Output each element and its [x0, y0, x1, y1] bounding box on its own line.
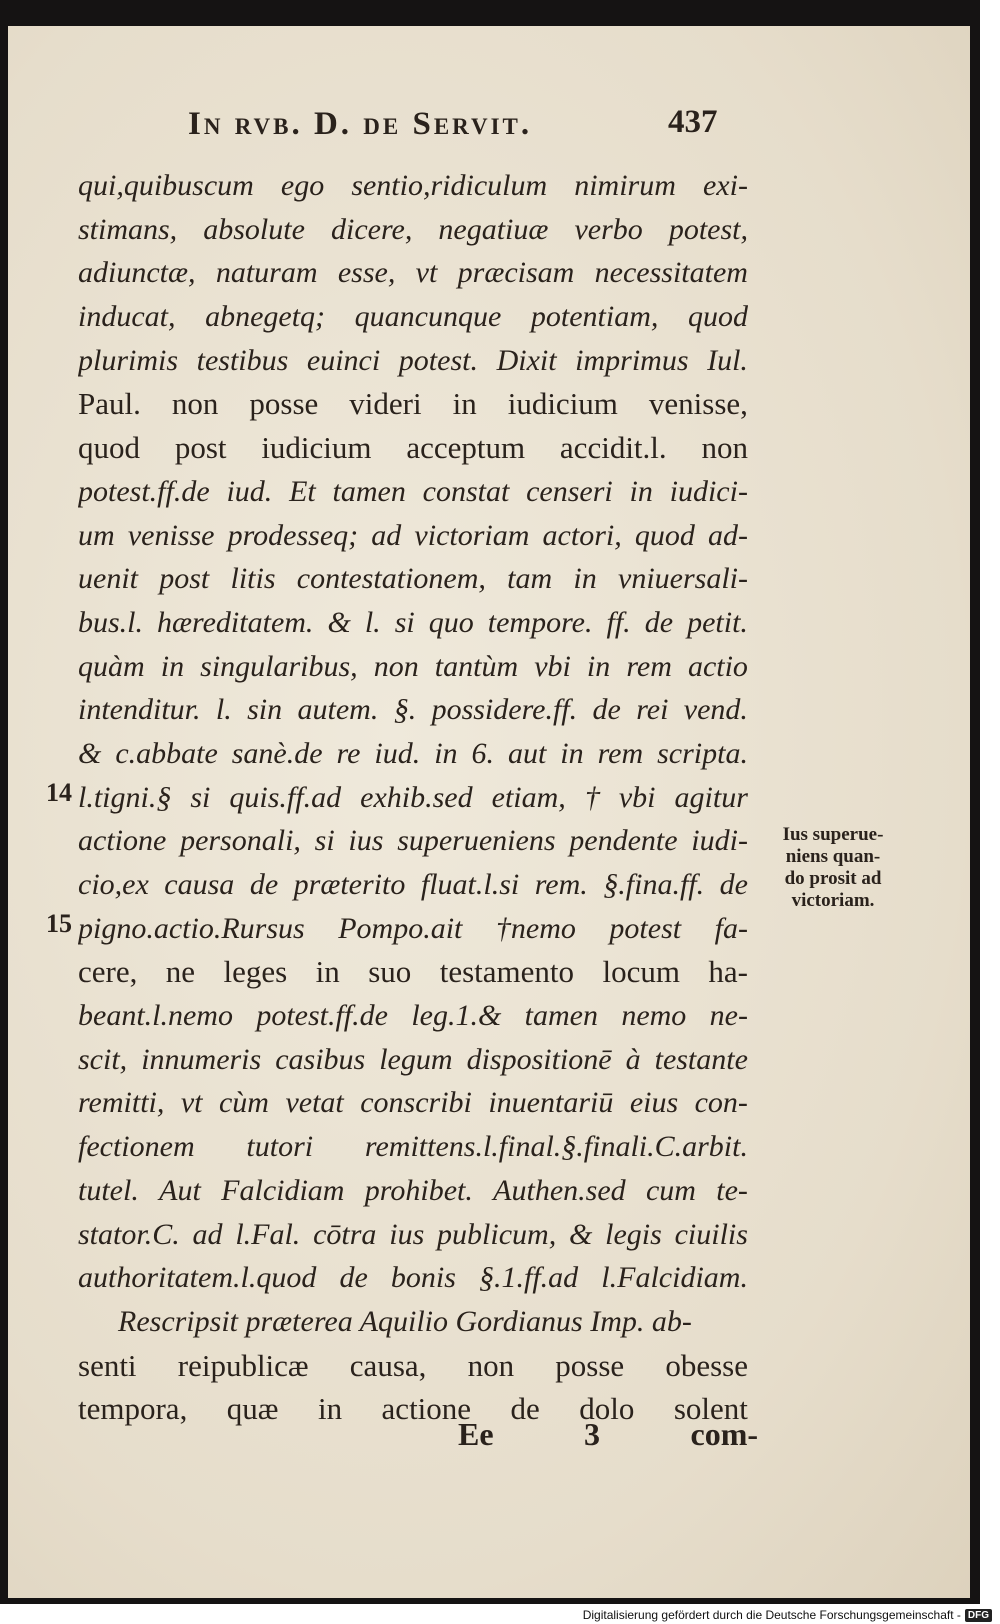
word: quo: [428, 605, 474, 639]
word: &: [569, 1217, 593, 1251]
word: si: [394, 605, 415, 639]
word: censeri: [526, 474, 613, 508]
word: non: [171, 386, 219, 422]
word: l.Fal.: [235, 1217, 301, 1251]
word: con-: [694, 1086, 748, 1120]
word: ad: [192, 1217, 223, 1251]
text-line: [78, 1081, 748, 1125]
word: cere,: [78, 954, 138, 990]
word: dolo: [579, 1391, 635, 1427]
text-line: [78, 1038, 748, 1082]
word: inducat,: [78, 300, 176, 334]
text-line: [78, 950, 748, 994]
word: cōtra: [313, 1217, 377, 1251]
word: testibus: [196, 343, 289, 377]
word: tutel.: [78, 1173, 139, 1207]
word: innumeris: [141, 1042, 262, 1076]
word: §.fina.ff.: [603, 868, 705, 901]
word: venisse: [127, 518, 215, 552]
word: Authen.sed: [493, 1173, 626, 1207]
word: l.Falcidiam.: [601, 1261, 748, 1295]
word: constat: [422, 474, 510, 508]
word: petit.: [687, 605, 748, 639]
body-text: [78, 164, 748, 1431]
word: in: [629, 474, 653, 508]
word: actori,: [542, 518, 622, 552]
signature-mark: Ee: [458, 1416, 494, 1452]
margin-note-line: Ius superue-: [782, 824, 884, 845]
word: eius: [629, 1086, 679, 1120]
word: non: [467, 1347, 515, 1383]
word: ne: [165, 954, 196, 990]
word: re: [336, 736, 361, 770]
word: in: [452, 386, 477, 422]
word: vbi: [618, 780, 656, 814]
folio-number: 437: [668, 104, 718, 140]
word: aut: [507, 736, 547, 770]
word: Et: [289, 474, 316, 508]
word: pendente: [569, 824, 678, 858]
word: quod: [78, 430, 140, 466]
word: actione: [78, 824, 167, 858]
word: inuentariū: [488, 1086, 614, 1120]
word: euinci: [306, 343, 381, 377]
word: necessitatem: [594, 256, 748, 290]
word: te-: [716, 1173, 748, 1207]
line-number: 14: [46, 778, 72, 807]
text-line: [78, 1213, 748, 1257]
text-line: [78, 251, 748, 295]
word: legis: [605, 1217, 662, 1251]
word: nimirum: [574, 169, 676, 202]
text-line: [78, 776, 748, 820]
word: scripta.: [657, 736, 748, 770]
margin-note-line: niens quan-: [785, 846, 881, 867]
word: absolute: [203, 212, 305, 246]
word: §.: [393, 693, 417, 727]
word: Paul.: [78, 386, 141, 422]
word: potest.ff.de: [78, 474, 210, 508]
word: vend.: [683, 693, 748, 727]
text-line: [78, 426, 748, 470]
text-line: [78, 382, 748, 426]
margin-note-line: victoriam.: [791, 890, 875, 911]
word: plurimis: [78, 343, 179, 377]
word: ad-: [708, 518, 748, 552]
word: dispositionē: [466, 1042, 612, 1076]
word: actio: [687, 649, 748, 683]
word: l.tigni.§: [78, 780, 172, 814]
word: rem: [597, 736, 644, 770]
word: adiunctæ,: [78, 256, 196, 290]
word: autem.: [297, 693, 379, 727]
word: posse: [555, 1347, 625, 1383]
word: intenditur.: [78, 693, 201, 727]
text-line: [78, 1344, 748, 1388]
text-line: [78, 339, 748, 383]
word: prohibet.: [364, 1173, 473, 1207]
word: senti: [78, 1347, 137, 1383]
word: de: [339, 1261, 368, 1295]
dfg-logo: DFG: [965, 1609, 992, 1622]
digitization-credit: [583, 1608, 992, 1622]
text-line: [78, 208, 748, 252]
word: tantùm: [434, 649, 519, 683]
text-line: [78, 1256, 748, 1300]
word: fluat.l.si: [420, 868, 520, 901]
word: superueniens: [397, 824, 556, 858]
word: 6.: [471, 736, 495, 770]
text-line: [78, 907, 748, 951]
word: in: [573, 562, 597, 596]
word: tutori: [246, 1130, 314, 1164]
word: naturam: [215, 256, 318, 290]
word: in: [586, 649, 611, 683]
text-line: [78, 1169, 748, 1213]
word: actione: [381, 1391, 472, 1427]
word: ius: [389, 1217, 425, 1251]
word: non: [373, 649, 419, 683]
word: venisse,: [648, 386, 748, 422]
word: acceptum: [406, 430, 526, 466]
word: stimans,: [78, 212, 178, 246]
book-page: [8, 26, 970, 1598]
word: iud.: [226, 474, 273, 508]
word: ad: [371, 518, 402, 552]
word: cùm: [218, 1086, 269, 1120]
word: reipublicæ: [177, 1347, 309, 1383]
word: pigno.actio.Rursus: [78, 911, 305, 945]
word: victoriam: [414, 518, 530, 552]
word: potentiam,: [530, 300, 659, 334]
word: &: [78, 736, 102, 770]
word: sentio,ridiculum: [351, 169, 548, 202]
word: possidere.ff.: [431, 693, 578, 727]
word: sanè.de: [231, 736, 323, 770]
word: iudicium: [507, 386, 618, 422]
word: accidit.l.: [559, 430, 667, 466]
signature-number: 3: [584, 1416, 601, 1452]
word: potest: [609, 911, 682, 945]
word: hæreditatem.: [157, 605, 314, 639]
word: potest.: [398, 343, 478, 377]
margin-note-line: do prosit ad: [784, 868, 882, 889]
word: in: [315, 954, 340, 990]
word: quis.ff.ad: [229, 780, 342, 814]
word: l.: [215, 693, 232, 727]
text-line: [78, 601, 748, 645]
word: de: [719, 868, 748, 901]
word: causa,: [349, 1347, 427, 1383]
word: iudici-: [669, 474, 748, 508]
word: remittens.l.final.§.finali.C.arbit.: [364, 1130, 748, 1164]
word: ius: [348, 824, 384, 858]
word: ff.: [606, 605, 631, 639]
word: quæ: [226, 1391, 279, 1427]
word: locum: [602, 954, 680, 990]
word: ha-: [708, 954, 748, 990]
word: leg.1.&: [411, 999, 502, 1033]
word: si: [190, 780, 211, 814]
word: vt: [180, 1086, 203, 1120]
word: litis: [230, 562, 276, 596]
word: authoritatem.l.quod: [78, 1261, 317, 1295]
word: suo: [368, 954, 412, 990]
text-line: Rescripsit præterea Aquilio Gordianus Imp. ab-: [118, 1304, 692, 1338]
word: etiam,: [491, 780, 566, 814]
word: de: [249, 868, 279, 901]
word: leges: [223, 954, 288, 990]
word: personali,: [180, 824, 301, 858]
text-line: [78, 514, 748, 558]
word: c.abbate: [115, 736, 218, 770]
word: potest.ff.de: [256, 999, 388, 1033]
word: cio,ex: [78, 868, 149, 901]
word: si: [314, 824, 335, 858]
word: †nemo: [495, 911, 576, 945]
word: beant.l.nemo: [78, 999, 233, 1033]
text-line: [78, 164, 748, 208]
word: exhib.sed: [360, 780, 473, 814]
word: testante: [654, 1042, 748, 1076]
word: qui,quibuscum: [78, 169, 254, 202]
word: dicere,: [330, 212, 413, 246]
word: cum: [645, 1173, 696, 1207]
catchword: com-: [690, 1416, 758, 1452]
text-line: [78, 470, 748, 514]
word: tempore.: [487, 605, 593, 639]
text-line: [78, 819, 748, 863]
word: bonis: [390, 1261, 456, 1295]
word: quod: [687, 300, 748, 334]
word: tamen: [524, 999, 598, 1033]
word: agitur: [674, 780, 748, 814]
word: præcisam: [457, 256, 575, 290]
word: obesse: [665, 1347, 748, 1383]
word: in: [317, 1391, 343, 1427]
word: l.: [364, 605, 381, 639]
word: rem.: [534, 868, 588, 901]
word: potest,: [668, 212, 748, 246]
word: præterito: [293, 868, 406, 901]
word: Dixit: [496, 343, 557, 377]
word: casibus: [275, 1042, 366, 1076]
text-line: [78, 645, 748, 689]
word: publicum,: [437, 1217, 557, 1251]
word: post: [159, 562, 210, 596]
word: singularibus,: [200, 649, 358, 683]
text-line: [78, 1125, 748, 1169]
word: videri: [349, 386, 422, 422]
word: sin: [247, 693, 283, 727]
word: scit,: [78, 1042, 128, 1076]
word: abnegetq;: [205, 300, 326, 334]
word: in: [560, 736, 584, 770]
text-line: [78, 994, 748, 1038]
word: imprimus: [575, 343, 689, 377]
word: nemo: [621, 999, 687, 1033]
line-number: 15: [46, 909, 72, 938]
word: de: [592, 693, 621, 727]
word: testamento: [439, 954, 575, 990]
word: negatiuæ: [438, 212, 549, 246]
word: tempora,: [78, 1391, 188, 1427]
word: &: [327, 605, 351, 639]
word: stator.C.: [78, 1217, 180, 1251]
word: quancunque: [354, 300, 502, 334]
word: tamen: [332, 474, 406, 508]
text-line: [78, 732, 748, 776]
word: contestationem,: [296, 562, 486, 596]
word: causa: [164, 868, 235, 901]
word: ego: [280, 169, 325, 202]
word: conscribi: [360, 1086, 472, 1120]
word: rem: [626, 649, 672, 683]
text-line: [78, 295, 748, 339]
word: Iul.: [707, 343, 748, 377]
word: esse,: [337, 256, 396, 290]
word: iudicium: [261, 430, 372, 466]
word: vt: [415, 256, 438, 290]
word: prodesseq;: [227, 518, 359, 552]
word: tam: [507, 562, 553, 596]
word: fectionem: [78, 1130, 195, 1164]
text-line: [78, 557, 748, 601]
word: iudi-: [691, 824, 748, 858]
word: ne-: [709, 999, 748, 1033]
word: quàm: [78, 649, 145, 683]
word: Falcidiam: [221, 1173, 345, 1207]
word: Pompo.ait: [338, 911, 463, 945]
word: rei: [636, 693, 669, 727]
word: non: [701, 430, 748, 466]
word: post: [174, 430, 227, 466]
running-header: In rvb. D. de Servit.: [188, 106, 533, 142]
word: à: [625, 1042, 641, 1076]
word: de: [644, 605, 674, 639]
margin-note: [758, 824, 908, 912]
word: ciuilis: [674, 1217, 748, 1251]
word: in: [434, 736, 458, 770]
word: legum: [379, 1042, 453, 1076]
text-line: [78, 863, 748, 907]
word: fa-: [714, 911, 748, 945]
word: in: [160, 649, 185, 683]
word: †: [584, 780, 600, 814]
word: um: [78, 518, 115, 552]
credit-text: Digitalisierung gefördert durch die Deutsche Forschungsgemeinschaft -: [582, 1608, 961, 1622]
word: de: [510, 1391, 540, 1427]
word: iud.: [374, 736, 421, 770]
word: vbi: [534, 649, 571, 683]
catchword-line: [458, 1416, 758, 1453]
word: bus.l.: [78, 605, 144, 639]
text-line: [78, 688, 748, 732]
word: vetat: [285, 1086, 344, 1120]
word: Aut: [159, 1173, 201, 1207]
word: §.1.ff.ad: [479, 1261, 579, 1295]
word: uenit: [78, 562, 138, 596]
word: exi-: [702, 169, 748, 202]
word: quod: [634, 518, 695, 552]
word: remitti,: [78, 1086, 165, 1120]
word: solent: [673, 1391, 748, 1427]
word: posse: [249, 386, 319, 422]
word: verbo: [574, 212, 643, 246]
word: vniuersali-: [618, 562, 748, 596]
